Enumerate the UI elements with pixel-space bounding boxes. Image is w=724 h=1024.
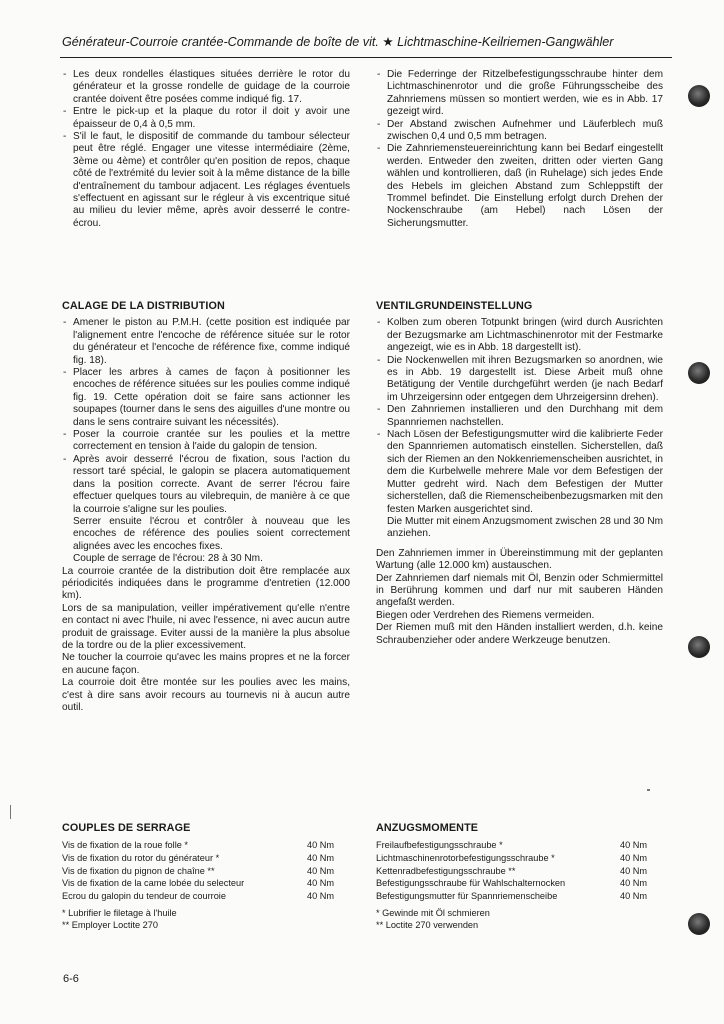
left-intro — [62, 69, 350, 230]
torque-value: 40 Nm — [620, 890, 648, 901]
calage-step: - Placer les arbres à cames de façon à positionner les encoches de référence situées sur les poulies comme indiqué fig. 19. Cette opération doit se faire sans actionner les soupapes (tourner dans le sens des aiguilles d'une montre ou dans le sens contraire suivant les nécessités). — [62, 367, 350, 429]
left-intro-item: - Entre le pick-up et la plaque du rotor il doit y avoir une épaisseur de 0,4 à 0,5 mm. — [62, 106, 350, 131]
left-calage-section — [62, 300, 350, 714]
torque-label: Vis de fixation du pignon de chaîne ** — [62, 865, 215, 876]
calage-step: - Après avoir desserré l'écrou de fixation, sous l'action du ressort taré spécial, le galopin se placera automatiquement dans la position correcte. Avant de serrer l'écrou faire effectuer quelques tours au vilebrequin, de manière à ce que la courroie s'aligne sur les poulies. — [62, 454, 350, 516]
torque-label: Ecrou du galopin du tendeur de courroie — [62, 890, 226, 901]
section-heading-anzugsmomente: ANZUGSMOMENTE — [376, 822, 479, 834]
table-row — [376, 877, 647, 890]
right-intro-item: - Der Abstand zwischen Aufnehmer und Läuferblech muß zwischen 0,4 und 0,5 mm betragen. — [376, 119, 663, 144]
torque-value: 40 Nm — [620, 840, 648, 851]
torque-label: Freilaufbefestigungsschraube * — [376, 840, 503, 851]
ventil-paragraph: Den Zahnriemen immer in Übereinstimmung mit der geplanten Wartung (alle 12.000 km) austauschen. — [376, 547, 663, 572]
header-rule — [60, 57, 672, 58]
torque-label: Vis de fixation de la came lobée du selecteur — [62, 878, 245, 889]
left-intro-item: - Les deux rondelles élastiques situées derrière le rotor du générateur et la grosse rondelle de guidage de la courroie crantée doivent être posées comme indiqué fig. 17. — [62, 69, 350, 106]
scan-speck — [647, 789, 650, 791]
torque-table-de — [376, 839, 647, 902]
table-row — [376, 839, 647, 852]
torque-value: 40 Nm — [307, 865, 335, 876]
table-row — [376, 865, 647, 878]
table-row — [62, 877, 334, 890]
ventil-step: - Den Zahnriemen installieren und den Durchhang mit dem Spannriemen nachstellen. — [376, 404, 663, 429]
binder-hole-mark — [688, 85, 710, 107]
right-intro-item: - Die Zahnriemensteuereinrichtung kann bei Bedarf eingestellt werden. Entweder den zweiten, dritten oder vierten Gang wählen und kontrollieren, daß (in Ruhelage) sich jedes Ende des Hebels im gleichen Abstand zum Schleppstift der Trommel befindet. Die Einstellung erfolgt durch Drehen der Nockenschraube (am Hebel) nach Lösen der Sicherungsmutter. — [376, 143, 663, 230]
torque-label: Lichtmaschinenrotorbefestigungsschraube * — [376, 853, 555, 863]
footnote: ** Loctite 270 verwenden — [376, 919, 479, 930]
ventil-paragraph: Der Zahnriemen darf niemals mit Öl, Benzin oder Schmiermittel in Berührung kommen und darf nur mit sauberen Händen angefaßt werden. — [376, 572, 663, 609]
torque-label: Vis de fixation de la roue folle * — [62, 840, 188, 851]
right-ventil-section — [376, 300, 663, 647]
ventil-paragraph: Der Riemen muß mit den Händen installiert werden, d.h. keine Schraubenzieher oder andere Werkzeuge benutzen. — [376, 622, 663, 646]
footnote: * Gewinde mit Öl schmieren — [376, 908, 490, 919]
footnote: ** Employer Loctite 270 — [62, 919, 159, 930]
right-intro-item: - Die Federringe der Ritzelbefestigungsschraube hinter dem Lichtmaschinenrotor und die große Führungsscheibe des Zahnriemens müssen so montiert werden, wie es in Abb. 17 gezeigt wird. — [376, 69, 663, 119]
calage-step: - Amener le piston au P.M.H. (cette position est indiquée par l'alignement entre l'encoche de référence située sur le rotor du générateur et l'encoche de référence fixe, comme indiqué fig. 18). — [62, 317, 350, 367]
table-row — [62, 852, 334, 865]
ventil-step: - Kolben zum oberen Totpunkt bringen (wird durch Ausrichten der Bezugsmarke am Lichtmaschinenrotor mit der Festmarke angezeigt, wie es in Abb. 18 dargestellt ist). — [376, 317, 663, 354]
calage-paragraph: La courroie crantée de la distribution doit être remplacée aux périodicités indiquées dans le programme d'entretien (12.000 km). — [62, 565, 350, 602]
calage-step: - Poser la courroie crantée sur les poulies et la mettre correctement en tension à l'aide du galopin de tension. — [62, 429, 350, 454]
footnotes-fr — [62, 908, 350, 931]
page-header-title: Générateur-Courroie crantée-Commande de boîte de vit. ★ Lichtmaschine-Keilriemen-Gangwähler — [62, 35, 614, 49]
ventil-paragraph: Biegen oder Verdrehen des Riemens vermeiden. — [376, 609, 595, 621]
torque-value: 40 Nm — [307, 890, 335, 901]
table-row — [62, 890, 334, 903]
binder-hole-mark — [688, 362, 710, 384]
left-intro-item: - S'il le faut, le dispositif de commande du tambour sélecteur peut être réglé. Engager une vitesse intermédiaire (2ème, 3ème ou 4ème) et contrôler qu'en position de repos, chaque côté de l'extrémité du levier soit à la même distance de la bille d'entraînement du tambour adjacent. Les réglages éventuels s'effectuent en agissant sur le régleur à vis excentrique situé au milieu du levier même, après avoir desserré le contre-écrou. — [62, 131, 350, 230]
table-row — [62, 865, 334, 878]
torque-label: Befestigungsschraube für Wahlschalternocken — [376, 878, 566, 889]
calage-paragraph: Lors de sa manipulation, veiller impérativement qu'elle n'entre en contact ni avec l'huile, ni avec l'essence, ni avec aucun autre produit de graissage. Eviter aussi de la manière la plus absolue de la tordre ou de la plier excessivement. — [62, 602, 350, 651]
calage-paragraph: La courroie doit être montée sur les poulies avec les mains, c'est à dire sans avoir recours au tournevis ni à aucun autre outil. — [62, 677, 350, 713]
torque-label: Befestigungsmutter für Spannriemenscheibe — [376, 890, 558, 901]
calage-torque-note: Couple de serrage de l'écrou: 28 à 30 Nm. — [73, 553, 263, 565]
footnote: * Lubrifier le filetage à l'huile — [62, 908, 177, 919]
section-heading-couples: COUPLES DE SERRAGE — [62, 822, 191, 834]
calage-sub-text: Serrer ensuite l'écrou et contrôler à nouveau que les encoches de référence des poulies soient correctement alignées avec les encoches fixes. — [73, 515, 350, 552]
section-heading-calage: CALAGE DE LA DISTRIBUTION — [62, 300, 225, 312]
torque-label: Vis de fixation du rotor du générateur * — [62, 853, 220, 863]
right-intro — [376, 69, 663, 230]
torque-table-fr — [62, 839, 334, 902]
torque-value: 40 Nm — [307, 853, 335, 863]
scan-speck — [10, 805, 11, 819]
table-row — [62, 839, 334, 852]
torque-value: 40 Nm — [307, 840, 335, 851]
left-torque-section — [62, 822, 350, 931]
torque-label: Kettenradbefestigungsschraube ** — [376, 865, 516, 876]
ventil-step: - Nach Lösen der Befestigungsmutter wird die kalibrierte Feder den Spannriemen automatisch einstellen. Sicherstellen, daß sich der Riemen an den Nokkenriemenscheiben ausrichtet, in dem die Kurbelwelle mehrere Male vor dem Befestigen der Mutter gedreht wird. Nach dem Befestigen der Mutter sicherstellen, daß die Riemenscheibenbezugsmarken mit den festen Marken ausgerichtet sind. — [376, 429, 663, 516]
calage-paragraph: Ne toucher la courroie qu'avec les mains propres et ne la forcer en aucune façon. — [62, 652, 350, 676]
footnotes-de — [376, 908, 663, 931]
torque-value: 40 Nm — [620, 878, 648, 889]
torque-value: 40 Nm — [620, 853, 648, 863]
binder-hole-mark — [688, 913, 710, 935]
ventil-step: - Die Nockenwellen mit ihren Bezugsmarken so anordnen, wie es in Abb. 19 dargestellt ist. Diese Arbeit muß ohne Betätigung der Ventile durchgeführt werden (je nach Bedarf im Uhrzeigersinn oder entgegen dem Uhrzeigersinn drehen). — [376, 355, 663, 405]
table-row — [376, 852, 647, 865]
section-heading-ventil: VENTILGRUNDEINSTELLUNG — [376, 300, 533, 312]
table-row — [376, 890, 647, 903]
binder-hole-mark — [688, 636, 710, 658]
torque-value: 40 Nm — [620, 865, 648, 876]
page-number: 6-6 — [63, 973, 79, 985]
ventil-torque-note: Die Mutter mit einem Anzugsmoment zwischen 28 und 30 Nm anziehen. — [387, 515, 664, 540]
torque-value: 40 Nm — [307, 878, 335, 889]
right-torque-section — [376, 822, 663, 931]
